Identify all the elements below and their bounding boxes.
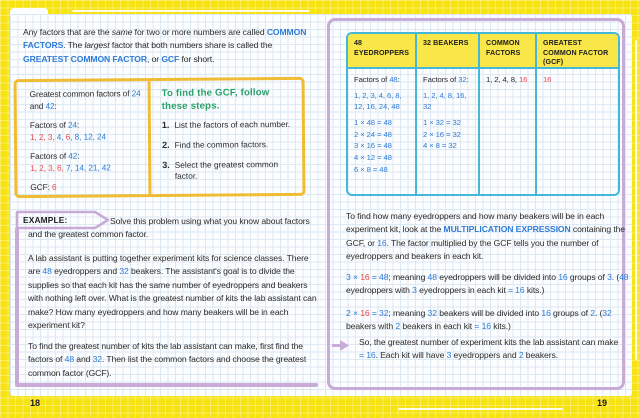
eyedroppers-division-paragraph: 3 × 16 = 48; meaning 48 eyedroppers will be divided into 16 groups of 3. (48 eyedroppers with 3 eyedroppers in each kit = 16 kits.)	[346, 272, 629, 296]
factors-42-list: 1, 2, 3, 6, 7, 14, 21, 42	[30, 161, 111, 173]
gcf-result: GCF: 6	[30, 181, 57, 193]
multiplication-expression-paragraph: To find how many eyedroppers and how many beakers will be in each experiment kit, look at the MULTIPLICATION EXPRESSION containing the GCF, or 16. The factor multiplied by the GCF tells you the number of eyedroppers and beakers in each kit.	[346, 211, 625, 262]
page-number-right: 19	[597, 398, 608, 408]
steps-heading: To find the GCF, follow these steps.	[161, 87, 270, 112]
equation: 6 × 8 = 48	[354, 165, 388, 175]
factors-42-label: Factors of 42:	[30, 150, 80, 162]
equation: 2 × 16 = 32	[423, 129, 461, 139]
step-text: Find the common factors.	[174, 139, 269, 150]
table-header-cell: GREATEST COMMON FACTOR (GCF)	[537, 34, 618, 69]
table-body-cell	[417, 69, 478, 153]
example-banner-label: EXAMPLE:	[23, 215, 68, 225]
table-body-cell: 1, 2, 4, 8, 16	[486, 75, 528, 84]
equation: 4 × 12 = 48	[354, 153, 392, 163]
arrow-right-icon	[330, 338, 352, 358]
step-number: 2.	[162, 139, 170, 150]
equations-48	[354, 118, 412, 175]
factors-48-label: Factors of 48:	[354, 75, 400, 84]
stacked-page-edge-top	[72, 10, 310, 12]
table-column-common-factors	[480, 34, 537, 194]
factors-32-list: 1, 2, 4, 8, 16, 32	[423, 91, 467, 111]
table-body-cell: 16	[543, 75, 552, 84]
equation: 2 × 24 = 48	[354, 129, 392, 139]
beakers-division-paragraph: 2 × 16 = 32; meaning 32 beakers will be divided into 16 groups of 2. (32 beakers with 2 beakers in each kit = 16 kits.)	[346, 308, 612, 332]
step-item	[162, 159, 296, 181]
gcf-box-factors-column	[17, 81, 149, 195]
table-column-eyedroppers	[348, 34, 417, 194]
example-problem-paragraph: A lab assistant is putting together experiment kits for science classes. There are 48 eyedroppers and 32 beakers. The assistant's goal is to divide the supplies so that each kit has the same number of eyedroppers and beakers with nothing left over. What is the greatest number of kits the lab assistant can make? How many eyedroppers and how many beakers will be in each experiment kit?	[28, 253, 317, 331]
step-item	[162, 139, 296, 151]
equations-32	[423, 118, 475, 152]
example-intro-paragraph: Solve this problem using what you know about factors and the greatest common factor.	[28, 216, 310, 240]
example-approach-paragraph: To find the greatest number of kits the lab assistant can make, first find the factors of 48 and 32. Then list the common factors and choose the greatest common factor (GCF).	[28, 341, 307, 378]
factors-24-list: 1, 2, 3, 4, 6, 8, 12, 24	[29, 130, 107, 142]
equation: 4 × 8 = 32	[423, 141, 457, 151]
table-header-cell: 32 BEAKERS	[417, 34, 478, 69]
equation: 3 × 16 = 48	[354, 141, 392, 151]
step-text: List the factors of each number.	[174, 118, 291, 130]
table-column-beakers	[417, 34, 480, 194]
conclusion-paragraph: So, the greatest number of experiment kits the lab assistant can make = 16. Each kit will have 3 eyedroppers and 2 beakers.	[359, 337, 619, 361]
step-number: 1.	[161, 119, 170, 130]
intro-paragraph: Any factors that are the same for two or more numbers are called COMMON FACTORS. The largest factor that both numbers share is called the GREATEST COMMON FACTOR, or GCF for short.	[23, 27, 307, 64]
gcf-box-steps-column	[151, 80, 303, 194]
gcf-example-box	[14, 77, 306, 198]
stacked-page-edge-bottom	[398, 408, 563, 410]
example-border-bottom	[15, 383, 318, 387]
table-column-gcf	[537, 34, 618, 194]
equation: 1 × 48 = 48	[354, 117, 392, 127]
example-border-left	[15, 227, 19, 387]
step-text: Select the greatest common factor.	[174, 159, 279, 181]
step-number: 3.	[162, 159, 170, 170]
equation: 1 × 32 = 32	[423, 117, 461, 127]
table-body-cell	[348, 69, 415, 177]
table-header-cell: COMMON FACTORS	[480, 34, 535, 69]
stacked-page-edge-right	[635, 40, 637, 360]
table-header-cell: 48 EYEDROPPERS	[348, 34, 415, 69]
factors-table	[346, 32, 620, 196]
factors-48-list: 1, 2, 3, 4, 6, 8, 12, 16, 24, 48	[354, 91, 402, 111]
white-graph-paper-spread	[10, 14, 632, 396]
page-number-left: 18	[30, 398, 41, 408]
factors-32-label: Factors of 32:	[423, 75, 469, 84]
factors-24-label: Factors of 24:	[29, 119, 80, 131]
gcf-box-heading: Greatest common factors of 24 and 42:	[29, 88, 141, 111]
step-item	[162, 119, 296, 131]
